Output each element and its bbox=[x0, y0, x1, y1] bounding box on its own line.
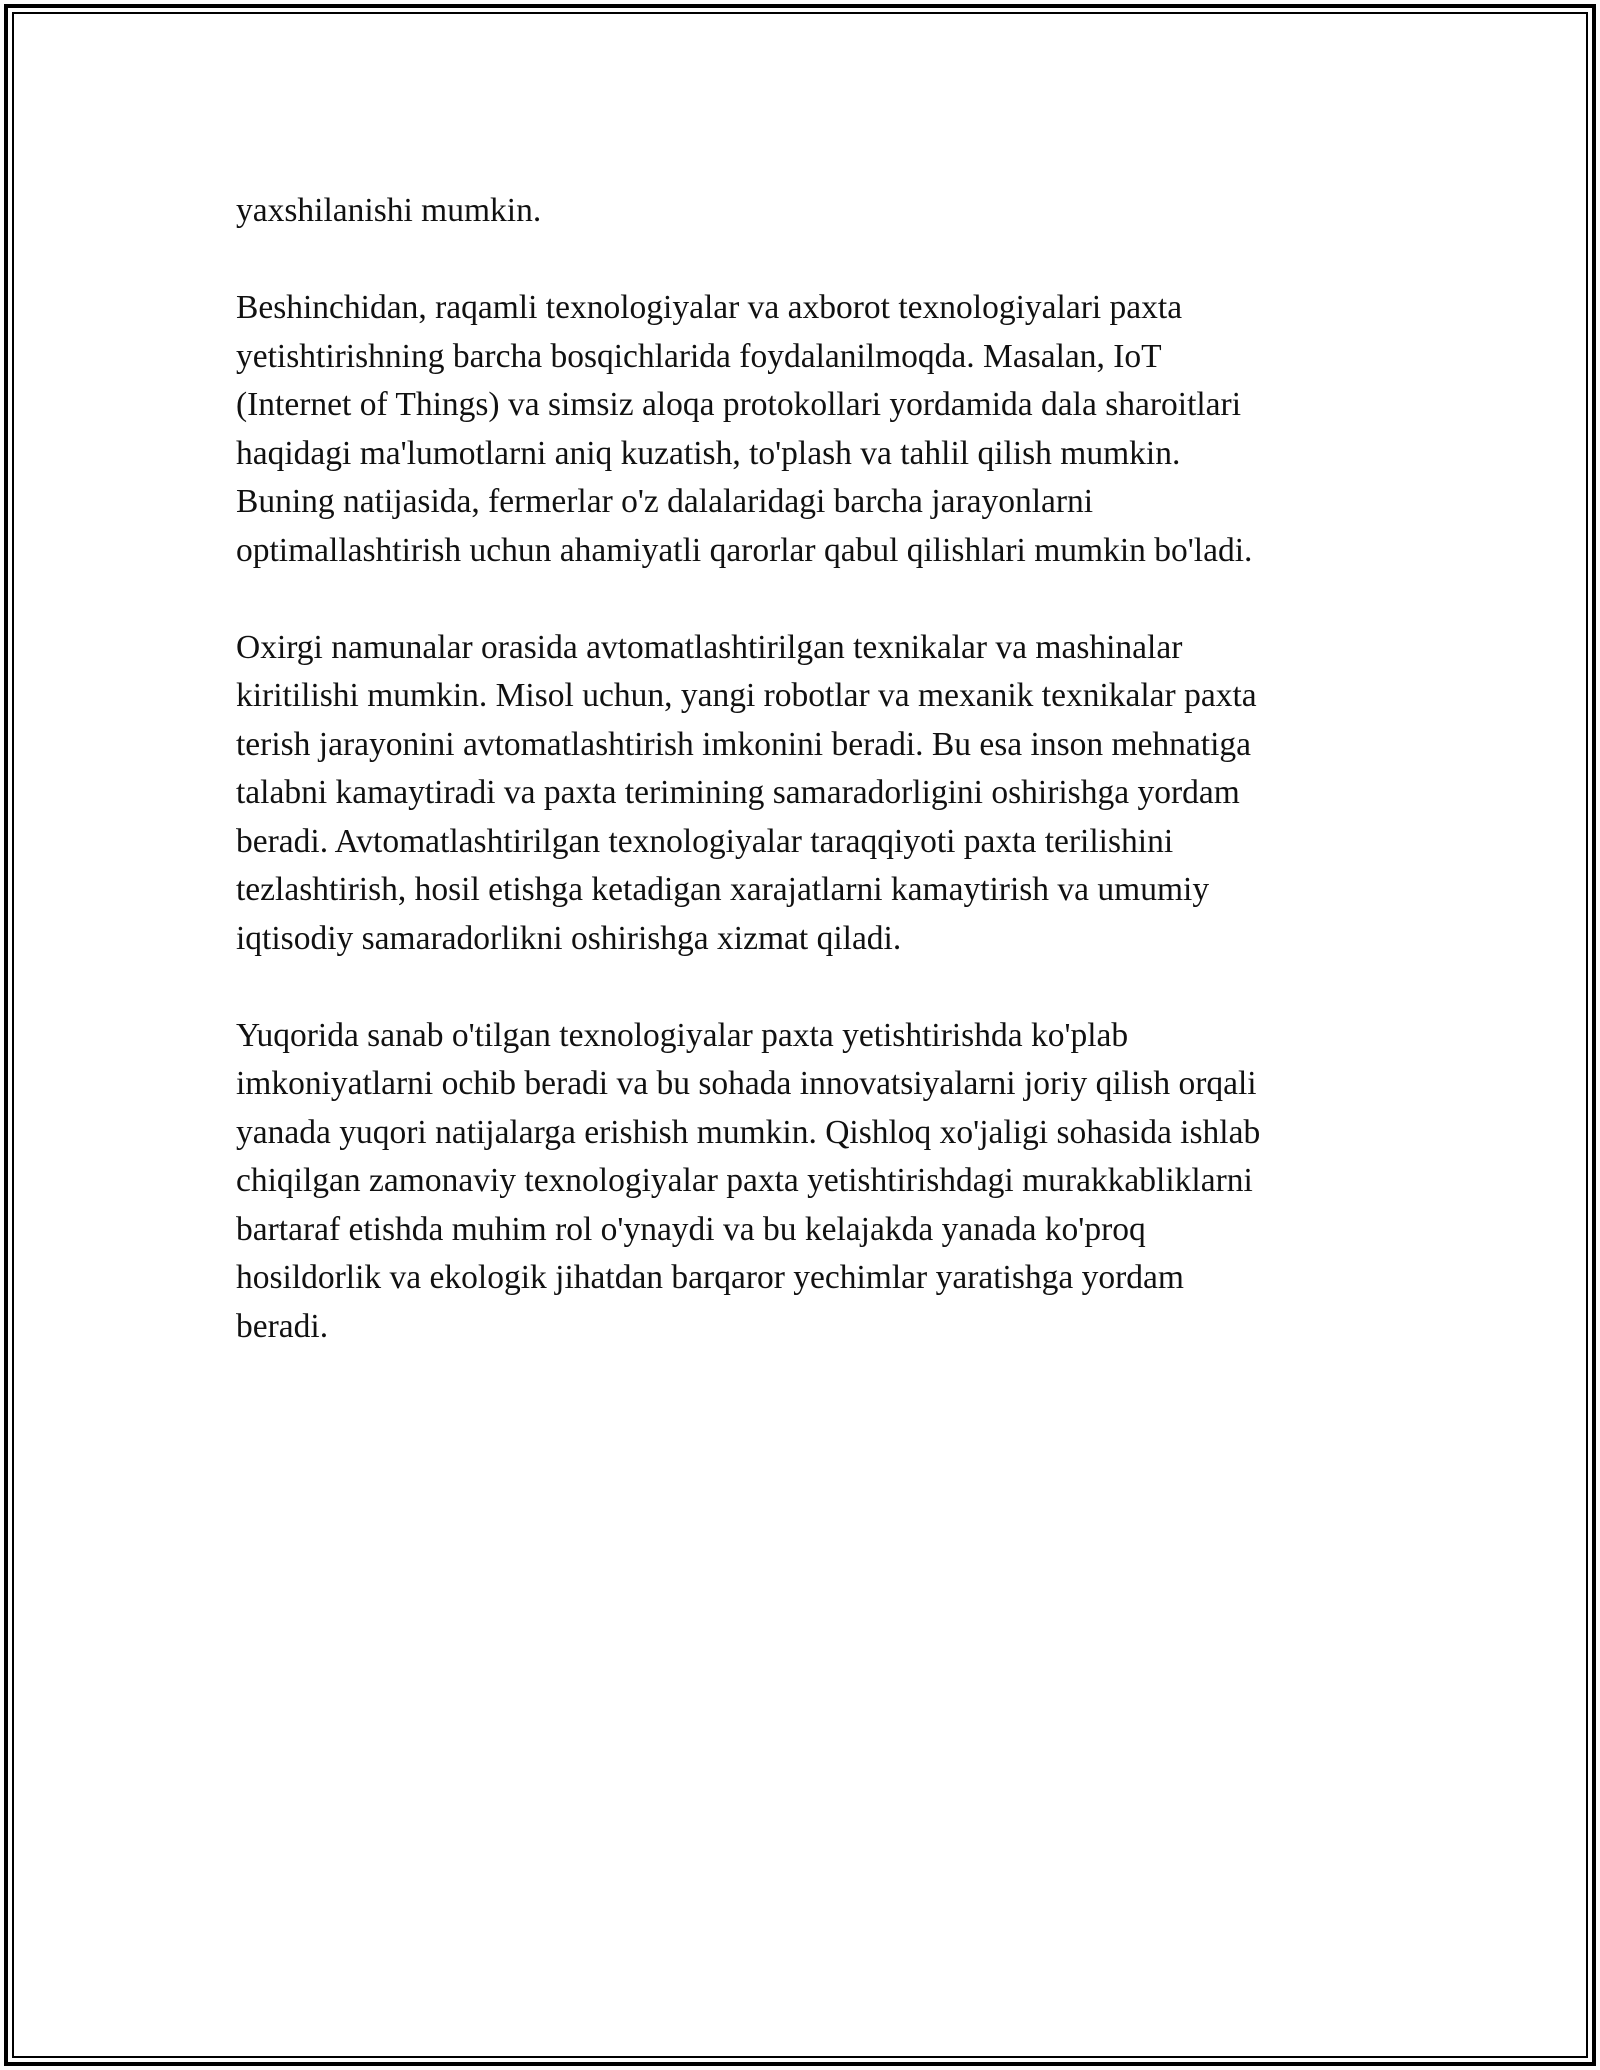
text-line: kiritilishi mumkin. Misol uchun, yangi robotlar va mexanik texnikalar paxta bbox=[236, 677, 1257, 714]
text-line: haqidagi ma'lumotlarni aniq kuzatish, to'plash va tahlil qilish mumkin. bbox=[236, 434, 1181, 472]
text-line: Oxirgi namunalar orasida avtomatlashtirilgan texnikalar va mashinalar bbox=[236, 628, 1183, 666]
text-line: Yuqorida sanab o'tilgan texnologiyalar paxta yetishtirishda ko'plab bbox=[236, 1016, 1129, 1054]
text-line: yetishtirishning barcha bosqichlarida foydalanilmoqda. Masalan, IoT bbox=[236, 337, 1162, 375]
paragraph bbox=[236, 284, 1386, 575]
text-line: iqtisodiy samaradorlikni oshirishga xizmat qiladi. bbox=[236, 919, 902, 957]
text-line: imkoniyatlarni ochib beradi va bu sohada innovatsiyalarni joriy qilish orqali bbox=[236, 1065, 1257, 1102]
text-line: terish jarayonini avtomatlashtirish imkonini beradi. Bu esa inson mehnatiga bbox=[236, 725, 1252, 763]
text-line: tezlashtirish, hosil etishga ketadigan xarajatlarni kamaytirish va umumiy bbox=[236, 871, 1210, 908]
text-line: hosildorlik va ekologik jihatdan barqaror yechimlar yaratishga yordam bbox=[236, 1259, 1184, 1296]
text-line: chiqilgan zamonaviy texnologiyalar paxta yetishtirishdagi murakkabliklarni bbox=[236, 1162, 1253, 1199]
text-line: talabni kamaytiradi va paxta terimining samaradorligini oshirishga yordam bbox=[236, 774, 1240, 811]
document-body bbox=[236, 187, 1386, 1400]
text-line: yanada yuqori natijalarga erishish mumkin. Qishloq xo'jaligi sohasida ishlab bbox=[236, 1113, 1261, 1151]
text-line: (Internet of Things) va simsiz aloqa protokollari yordamida dala sharoitlari bbox=[236, 386, 1242, 423]
paragraph bbox=[236, 1012, 1386, 1352]
text-line: beradi. bbox=[236, 1307, 329, 1345]
text-line: Beshinchidan, raqamli texnologiyalar va axborot texnologiyalari paxta bbox=[236, 289, 1183, 326]
paragraph bbox=[236, 187, 1386, 236]
text-line: beradi. Avtomatlashtirilgan texnologiyalar taraqqiyoti paxta terilishini bbox=[236, 822, 1174, 860]
text-line: bartaraf etishda muhim rol o'ynaydi va bu kelajakda yanada ko'proq bbox=[236, 1210, 1146, 1248]
text-line: optimallashtirish uchun ahamiyatli qarorlar qabul qilishlari mumkin bo'ladi. bbox=[236, 531, 1253, 569]
text-line: yaxshilanishi mumkin. bbox=[236, 192, 542, 229]
paragraph bbox=[236, 624, 1386, 964]
text-line: Buning natijasida, fermerlar o'z dalalaridagi barcha jarayonlarni bbox=[236, 483, 1094, 520]
